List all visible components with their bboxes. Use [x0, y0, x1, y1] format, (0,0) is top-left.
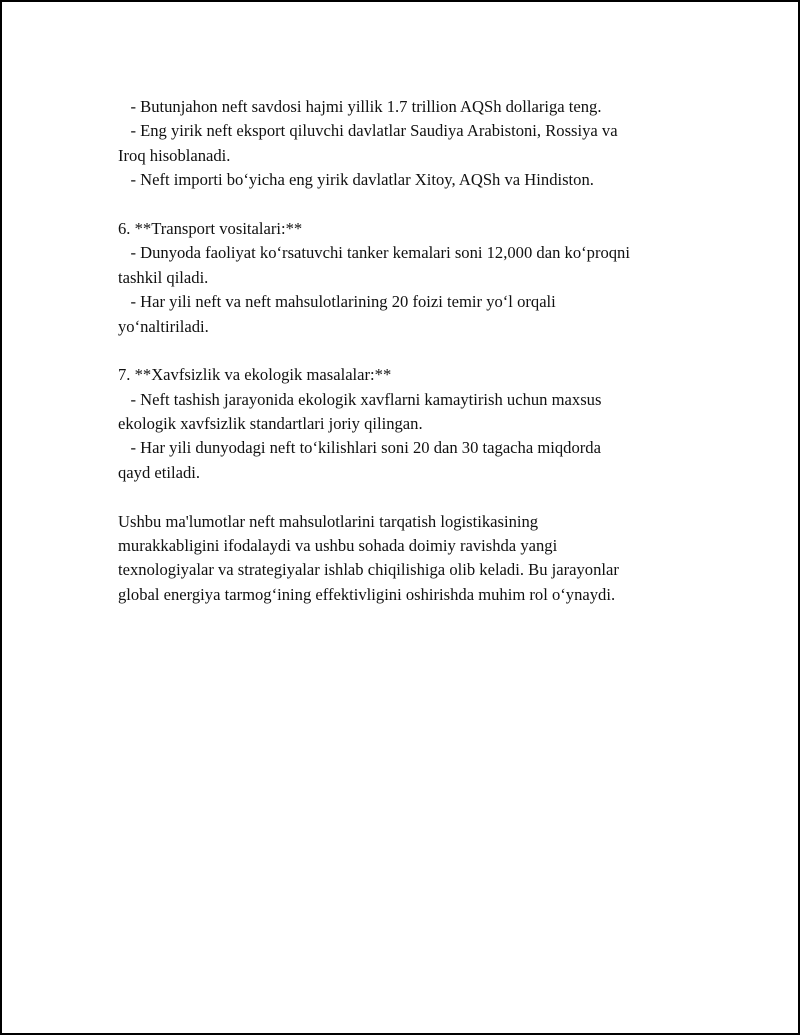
list-item — [118, 290, 708, 339]
list-item — [118, 388, 708, 437]
list-item-line: - Har yili neft va neft mahsulotlarining 20 foizi temir yo‘l orqali — [118, 292, 556, 312]
list-item — [118, 119, 708, 168]
list-item — [118, 95, 708, 119]
list-item-line: ekologik xavfsizlik standartlari joriy qilingan. — [118, 414, 423, 434]
list-item-line: - Dunyoda faoliyat ko‘rsatuvchi tanker kemalari soni 12,000 dan ko‘proqni — [118, 243, 630, 263]
paragraph-line: Ushbu ma'lumotlar neft mahsulotlarini tarqatish logistikasining — [118, 511, 539, 531]
section-transport — [118, 217, 708, 339]
paragraph-line: global energiya tarmog‘ining effektivligini oshirishda muhim rol o‘ynaydi. — [118, 584, 616, 604]
list-item — [118, 241, 708, 290]
list-item-line: - Eng yirik neft eksport qiluvchi davlatlar Saudiya Arabistoni, Rossiya va — [118, 121, 618, 141]
paragraph-gap — [118, 485, 708, 509]
list-item-line: tashkil qiladi. — [118, 267, 209, 287]
list-item-line: - Butunjahon neft savdosi hajmi yillik 1.7 trillion AQSh dollariga teng. — [118, 97, 602, 116]
list-item — [118, 436, 708, 485]
document-body — [118, 95, 708, 607]
section-safety-ecology — [118, 363, 708, 485]
paragraph-line: texnologiyalar va strategiyalar ishlab chiqilishiga olib keladi. Bu jarayonlar — [118, 560, 619, 580]
section-heading: 7. **Xavfsizlik va ekologik masalalar:** — [118, 365, 392, 385]
list-item-line: Iroq hisoblanadi. — [118, 145, 231, 165]
list-item-line: qayd etiladi. — [118, 462, 201, 482]
paragraph-gap — [118, 339, 708, 363]
section5-list — [118, 95, 708, 193]
list-item-line: - Neft importi bo‘yicha eng yirik davlatlar Xitoy, AQSh va Hindiston. — [118, 170, 594, 190]
section-heading: 6. **Transport vositalari:** — [118, 218, 303, 238]
list-item-line: yo‘naltiriladi. — [118, 316, 209, 336]
list-item-line: - Har yili dunyodagi neft to‘kilishlari soni 20 dan 30 tagacha miqdorda — [118, 438, 601, 458]
paragraph-gap — [118, 193, 708, 217]
list-item — [118, 168, 708, 192]
list-item-line: - Neft tashish jarayonida ekologik xavflarni kamaytirish uchun maxsus — [118, 389, 602, 409]
conclusion-paragraph — [118, 510, 708, 608]
paragraph-line: murakkabligini ifodalaydi va ushbu sohada doimiy ravishda yangi — [118, 536, 558, 556]
